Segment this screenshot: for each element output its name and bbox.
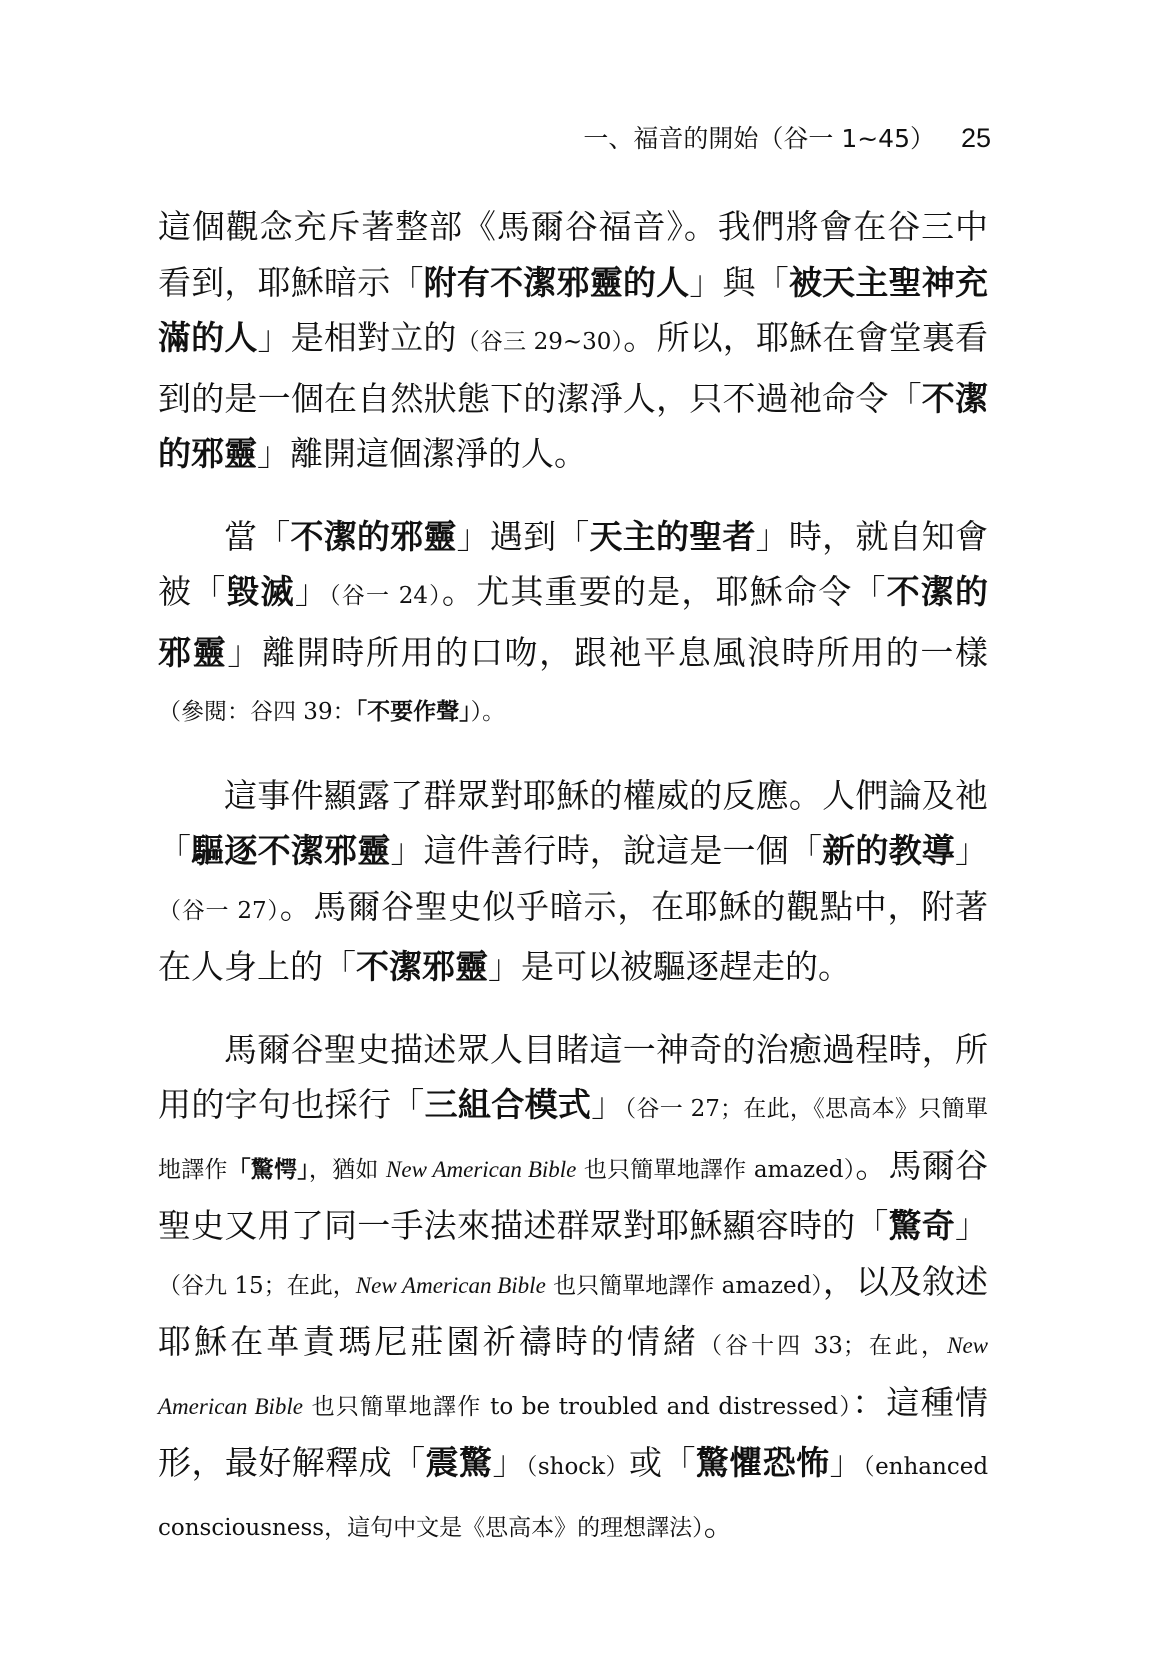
text-run: 」是可以被驅逐趕走的。 — [488, 947, 851, 986]
small-note: （shock） — [525, 1454, 629, 1480]
running-header — [583, 118, 991, 159]
small-note: （谷十四 33；在此， — [698, 1333, 948, 1359]
text-run: 」是相對立的 — [257, 318, 457, 357]
bold-term: 三組合模式 — [424, 1085, 592, 1124]
text-run: 」時，就自知會被「 — [158, 516, 989, 611]
text-run: 」離開這個潔淨的人。 — [257, 434, 587, 473]
text-run: 。尤其重要的是，耶穌命令「 — [441, 572, 887, 611]
bold-term: 不潔的邪靈 — [290, 516, 457, 556]
bold-term: 不潔的邪靈 — [158, 572, 989, 672]
paragraph-1 — [158, 199, 988, 482]
text-run: 。馬爾谷聖史似乎暗示，在耶穌的觀點中，附著在人身上的「 — [158, 886, 989, 986]
text-run: 」 — [829, 1443, 864, 1482]
text-run: 」與「 — [689, 262, 789, 302]
text-run: 」 — [591, 1085, 625, 1124]
chapter-title: 一、福音的開始（谷一 1~45） — [583, 124, 935, 153]
small-note: （谷一 27；在此，《思高本》只簡單地譯作 — [158, 1096, 989, 1183]
small-bold-term: 「驚愕」 — [227, 1156, 309, 1183]
text-run: 這個觀念充斥著整部《馬爾谷福音》。我們將會在谷三中看到，耶穌暗示「 — [158, 207, 988, 302]
bold-term: 震驚 — [425, 1443, 493, 1482]
small-note: （參閱：谷四 39： — [158, 699, 356, 725]
text-run: ，以及敘述耶穌在革責瑪尼莊園祈禱時的情緒 — [158, 1261, 988, 1361]
text-run: 這事件顯露了群眾對耶穌的權威的反應。人們論及祂「 — [158, 775, 988, 870]
small-note: 也只簡單地譯作 amazed） — [545, 1272, 823, 1299]
text-run: 」 — [955, 1206, 989, 1245]
text-run: 」這件善行時，說這是一個「 — [390, 831, 823, 870]
bold-term: 不潔的邪靈 — [158, 378, 989, 473]
bold-term: 毀滅 — [226, 572, 295, 611]
text-run: 。所以，耶穌在會堂裏看到的是一個在自然狀態下的潔淨人，只不過祂命令「 — [158, 318, 989, 418]
small-note: （谷九 15；在此， — [158, 1272, 356, 1299]
text-run: 馬爾谷聖史描述眾人目睹這一神奇的治癒過程時，所用的字句也採行「 — [158, 1029, 988, 1124]
small-note: ，猶如 — [308, 1156, 387, 1183]
small-italic-title: New American Bible — [386, 1156, 577, 1182]
text-run: 」 — [492, 1443, 526, 1482]
small-italic-title: New American Bible — [158, 1333, 989, 1419]
small-note: 也只簡單地譯作 amazed） — [576, 1156, 856, 1183]
text-run: 」 — [294, 572, 330, 611]
small-note: （谷一 24） — [329, 583, 442, 609]
text-run: 。馬爾谷聖史又用了同一手法來描述群眾對耶穌顯容時的「 — [158, 1145, 989, 1245]
text-run: 」離開時所用的口吻，跟祂平息風浪時所用的一樣 — [227, 632, 989, 672]
small-note: （enhanced consciousness，這句中文是《思高本》的理想譯法） — [158, 1454, 989, 1541]
text-run: 。 — [703, 1503, 737, 1543]
text-run: 」 — [955, 831, 989, 870]
bold-term: 驚奇 — [888, 1206, 956, 1245]
small-italic-title: New American Bible — [355, 1272, 546, 1298]
page-number: 25 — [960, 123, 991, 153]
bold-term: 新的教導 — [822, 831, 956, 870]
bold-term: 附有不潔邪靈的人 — [423, 262, 690, 302]
paragraph-3 — [158, 768, 988, 995]
paragraph-4 — [158, 1022, 988, 1557]
text-run: 」遇到「 — [456, 516, 590, 556]
small-note: 也只簡單地譯作 to be troubled and distressed） — [302, 1393, 853, 1420]
bold-term: 驅逐不潔邪靈 — [191, 831, 391, 870]
small-note: （谷一 27） — [158, 897, 280, 924]
bold-term: 被天主聖神充滿的人 — [158, 262, 989, 357]
paragraph-2 — [158, 509, 988, 741]
text-run: ：這種情形，最好解釋成「 — [158, 1382, 988, 1482]
small-note: （谷三 29~30） — [456, 329, 624, 355]
small-note: ）。 — [470, 699, 506, 725]
bold-term: 驚懼恐怖 — [695, 1443, 830, 1482]
bold-term: 天主的聖者 — [589, 516, 756, 556]
bold-term: 不潔邪靈 — [356, 947, 488, 986]
text-run: 當「 — [224, 516, 291, 556]
small-bold-term: 「不要作聲」 — [355, 699, 471, 725]
text-run: 或「 — [629, 1443, 696, 1482]
body-text — [158, 199, 988, 1583]
